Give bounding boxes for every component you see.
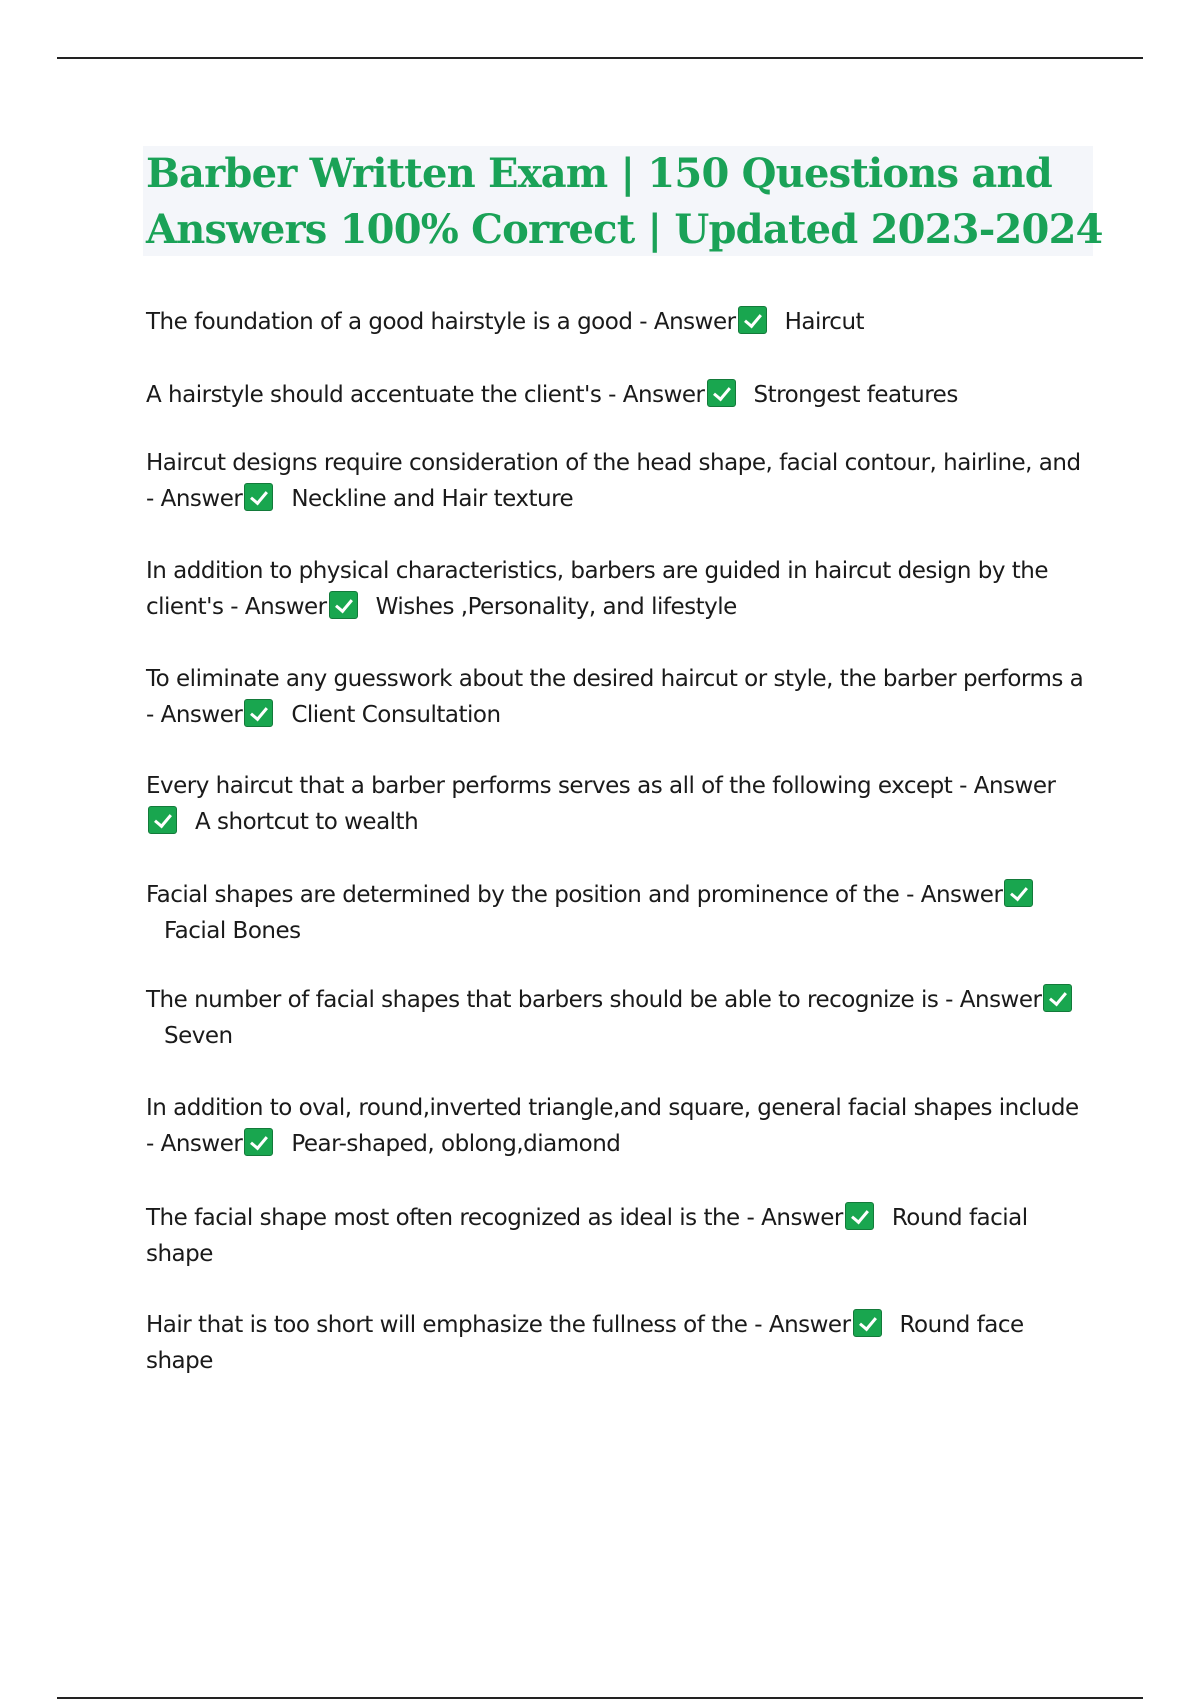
title-line-1: Barber Written Exam | 150 Questions and (146, 150, 1052, 197)
answer-label: - Answer (746, 1205, 843, 1231)
check-box-icon (853, 1309, 882, 1337)
answer-label: - Answer (146, 702, 243, 728)
question-text: The number of facial shapes that barbers should be able to recognize is (146, 987, 939, 1013)
answer-label: - Answer (959, 773, 1056, 799)
check-box-icon (244, 699, 273, 727)
question-text: Facial shapes are determined by the position and prominence of the (146, 882, 900, 908)
answer-text: Neckline and Hair texture (291, 486, 574, 512)
check-box-icon (244, 483, 273, 511)
check-box-icon (329, 591, 358, 619)
check-box-icon (1004, 879, 1033, 907)
question-text: The foundation of a good hairstyle is a good (146, 309, 633, 335)
question-text: Hair that is too short will emphasize the fullness of the (146, 1312, 748, 1338)
answer-text: Round facial shape (146, 1205, 1028, 1267)
check-box-icon (1043, 984, 1072, 1012)
check-box-icon (244, 1128, 273, 1156)
check-box-icon (707, 379, 736, 407)
question-text: In addition to physical characteristics, barbers are guided in haircut design by the client's (146, 558, 1048, 620)
question-text: Every haircut that a barber performs serves as all of the following except (146, 773, 953, 799)
qa-item (146, 377, 1086, 413)
answer-label: - Answer (945, 987, 1042, 1013)
qa-item (146, 445, 1086, 517)
qa-item (146, 982, 1086, 1054)
answer-text: Round face shape (146, 1312, 1024, 1374)
top-rule (57, 57, 1143, 59)
title-line-2: Answers 100% Correct | Updated 2023-2024 (146, 206, 1103, 253)
answer-label: - Answer (754, 1312, 851, 1338)
answer-label: - Answer (639, 309, 736, 335)
qa-item (146, 1200, 1086, 1272)
answer-label: - Answer (608, 382, 705, 408)
answer-text: Strongest features (753, 382, 958, 408)
answer-text: Pear-shaped, oblong,diamond (291, 1131, 621, 1157)
qa-item (146, 877, 1086, 949)
answer-label: - Answer (906, 882, 1003, 908)
answer-text: Wishes ,Personality, and lifestyle (375, 594, 737, 620)
title-banner (143, 146, 1103, 256)
answer-text: A shortcut to wealth (195, 809, 419, 835)
question-text: A hairstyle should accentuate the client's (146, 382, 602, 408)
check-box-icon (148, 806, 177, 834)
qa-item (146, 1307, 1086, 1379)
answer-text: Client Consultation (291, 702, 501, 728)
answer-text: Haircut (784, 309, 865, 335)
answer-text: Seven (164, 1023, 233, 1049)
answer-text: Facial Bones (164, 918, 301, 944)
check-box-icon (845, 1202, 874, 1230)
question-text: Haircut designs require consideration of the head shape, facial contour, hairline, and (146, 450, 1081, 476)
qa-item (146, 304, 1086, 340)
qa-item (146, 1090, 1086, 1162)
qa-item (146, 661, 1086, 733)
question-text: In addition to oval, round,inverted triangle,and square, general facial shapes include (146, 1095, 1079, 1121)
question-text: The facial shape most often recognized as ideal is the (146, 1205, 740, 1231)
answer-label: - Answer (146, 1131, 243, 1157)
answer-label: - Answer (146, 486, 243, 512)
answer-label: - Answer (230, 594, 327, 620)
qa-item (146, 768, 1086, 840)
qa-item (146, 553, 1086, 625)
bottom-rule (57, 1697, 1143, 1699)
question-text: To eliminate any guesswork about the desired haircut or style, the barber performs a (146, 666, 1084, 692)
check-box-icon (738, 306, 767, 334)
document-title (146, 146, 1103, 258)
